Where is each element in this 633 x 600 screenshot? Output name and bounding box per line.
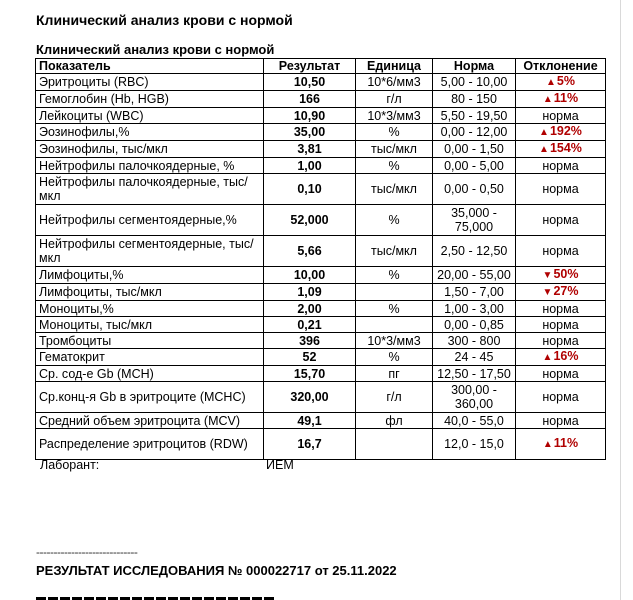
page-edge [620, 0, 621, 600]
cell-deviation [516, 236, 606, 267]
cell-deviation [516, 74, 606, 91]
cell-name: Лейкоциты (WBC) [36, 108, 264, 124]
cell-name: Эозинофилы, тыс/мкл [36, 141, 264, 158]
cell-name: Гемоглобин (Hb, HGB) [36, 91, 264, 108]
cell-deviation [516, 284, 606, 301]
cell-norm: 35,000 - 75,000 [433, 205, 516, 236]
cell-value: 10,00 [264, 267, 356, 284]
cell-deviation [516, 349, 606, 366]
document-title: Клинический анализ крови с нормой [36, 12, 293, 28]
cell-value: 320,00 [264, 382, 356, 413]
cell-name: Нейтрофилы сегментоядерные,% [36, 205, 264, 236]
cell-name: Лимфоциты, тыс/мкл [36, 284, 264, 301]
arrow-up-icon: ▲ [546, 77, 556, 88]
cell-value: 1,00 [264, 158, 356, 174]
table-row [36, 267, 606, 284]
deviation-text: 192% [549, 124, 582, 138]
table-row [36, 301, 606, 317]
cell-deviation [516, 108, 606, 124]
cell-value: 166 [264, 91, 356, 108]
cell-name: Гематокрит [36, 349, 264, 366]
cell-value: 396 [264, 333, 356, 349]
deviation-text: 5% [556, 74, 575, 88]
cell-value: 0,21 [264, 317, 356, 333]
cell-unit: 10*6/мм3 [356, 74, 433, 91]
deviation-text: норма [542, 182, 579, 196]
table-row [36, 429, 606, 460]
column-header-deviation: Отклонение [516, 59, 606, 74]
deviation-text: норма [542, 413, 579, 428]
cell-norm: 12,50 - 17,50 [433, 366, 516, 382]
cell-name: Тромбоциты [36, 333, 264, 349]
arrow-up-icon: ▲ [539, 144, 549, 155]
deviation-text: норма [542, 366, 579, 381]
cell-name: Ср. сод-е Gb (MCH) [36, 366, 264, 382]
cell-deviation [516, 141, 606, 158]
cell-deviation [516, 382, 606, 413]
cell-norm: 40,0 - 55,0 [433, 413, 516, 429]
column-header-name: Показатель [36, 59, 264, 74]
result-footer: РЕЗУЛЬТАТ ИССЛЕДОВАНИЯ № 000022717 от 25.11.2022 [36, 563, 397, 578]
cell-deviation [516, 174, 606, 205]
cell-norm: 80 - 150 [433, 91, 516, 108]
table-row [36, 158, 606, 174]
deviation-text: 11% [553, 91, 579, 105]
cell-name: Эритроциты (RBC) [36, 74, 264, 91]
cell-value: 10,50 [264, 74, 356, 91]
cell-deviation [516, 158, 606, 174]
cell-norm: 300,00 - 360,00 [433, 382, 516, 413]
cell-norm: 20,00 - 55,00 [433, 267, 516, 284]
cell-norm: 0,00 - 0,85 [433, 317, 516, 333]
results-table [35, 58, 606, 460]
cell-norm: 12,0 - 15,0 [433, 429, 516, 460]
cell-deviation [516, 429, 606, 460]
table-header-row [36, 59, 606, 74]
cell-unit: тыс/мкл [356, 141, 433, 158]
cell-unit: тыс/мкл [356, 236, 433, 267]
cell-value: 1,09 [264, 284, 356, 301]
cell-deviation [516, 267, 606, 284]
arrow-down-icon: ▼ [542, 270, 553, 281]
cell-value: 52 [264, 349, 356, 366]
cell-unit: тыс/мкл [356, 174, 433, 205]
cell-norm: 0,00 - 0,50 [433, 174, 516, 205]
column-header-value: Результат [264, 59, 356, 74]
cell-unit: 10*3/мм3 [356, 333, 433, 349]
cell-name: Моноциты, тыс/мкл [36, 317, 264, 333]
cell-unit: пг [356, 366, 433, 382]
column-header-norm: Норма [433, 59, 516, 74]
cell-norm: 300 - 800 [433, 333, 516, 349]
cell-deviation [516, 317, 606, 333]
cell-name: Нейтрофилы палочкоядерные, тыс/мкл [36, 174, 264, 205]
cell-value: 16,7 [264, 429, 356, 460]
deviation-text: норма [542, 333, 579, 348]
cell-norm: 0,00 - 12,00 [433, 124, 516, 141]
table-body [36, 74, 606, 460]
cell-deviation [516, 205, 606, 236]
deviation-text: норма [542, 213, 579, 227]
cell-norm: 5,00 - 10,00 [433, 74, 516, 91]
cell-unit: % [356, 349, 433, 366]
cell-deviation [516, 413, 606, 429]
table-title: Клинический анализ крови с нормой [36, 42, 275, 57]
cell-unit: % [356, 124, 433, 141]
deviation-text: норма [542, 301, 579, 316]
cell-unit: % [356, 205, 433, 236]
deviation-text: 154% [549, 141, 582, 155]
cell-value: 3,81 [264, 141, 356, 158]
cell-value: 5,66 [264, 236, 356, 267]
table-row [36, 349, 606, 366]
cell-name: Нейтрофилы палочкоядерные, % [36, 158, 264, 174]
column-header-unit: Единица [356, 59, 433, 74]
cell-unit: % [356, 158, 433, 174]
cell-name: Моноциты,% [36, 301, 264, 317]
cell-unit [356, 284, 433, 301]
table-row [36, 74, 606, 91]
cell-norm: 2,50 - 12,50 [433, 236, 516, 267]
table-row [36, 317, 606, 333]
table-row [36, 174, 606, 205]
deviation-text: 16% [553, 349, 579, 363]
table-row [36, 124, 606, 141]
cell-name: Распределение эритроцитов (RDW) [36, 429, 264, 460]
table-row [36, 205, 606, 236]
cell-name: Лимфоциты,% [36, 267, 264, 284]
cell-name: Нейтрофилы сегментоядерные, тыс/мкл [36, 236, 264, 267]
table-row [36, 236, 606, 267]
arrow-up-icon: ▲ [542, 352, 553, 363]
deviation-text: норма [542, 390, 579, 404]
table-row [36, 108, 606, 124]
cell-norm: 1,00 - 3,00 [433, 301, 516, 317]
cell-norm: 0,00 - 5,00 [433, 158, 516, 174]
table-row [36, 382, 606, 413]
arrow-down-icon: ▼ [542, 287, 553, 298]
cell-value: 35,00 [264, 124, 356, 141]
deviation-text: норма [542, 158, 579, 173]
cell-deviation [516, 91, 606, 108]
deviation-text: 11% [553, 436, 579, 450]
cell-value: 52,000 [264, 205, 356, 236]
table-row [36, 366, 606, 382]
cell-unit: % [356, 301, 433, 317]
cell-deviation [516, 124, 606, 141]
cell-value: 15,70 [264, 366, 356, 382]
arrow-up-icon: ▲ [539, 127, 549, 138]
cell-norm: 0,00 - 1,50 [433, 141, 516, 158]
cell-unit: фл [356, 413, 433, 429]
lab-assistant-value: ИЕМ [266, 458, 294, 472]
table-row [36, 413, 606, 429]
cell-deviation [516, 333, 606, 349]
deviation-text: норма [542, 108, 579, 123]
cell-unit: % [356, 267, 433, 284]
cell-value: 10,90 [264, 108, 356, 124]
table-row [36, 141, 606, 158]
deviation-text: 50% [553, 267, 579, 281]
arrow-up-icon: ▲ [542, 94, 553, 105]
cell-norm: 1,50 - 7,00 [433, 284, 516, 301]
cell-unit: г/л [356, 91, 433, 108]
signature-dash-line: ----------------------------- [36, 545, 138, 559]
cell-name: Средний объем эритроцита (MCV) [36, 413, 264, 429]
cell-norm: 24 - 45 [433, 349, 516, 366]
cell-name: Ср.конц-я Gb в эритроците (MCHC) [36, 382, 264, 413]
cell-value: 49,1 [264, 413, 356, 429]
table-row [36, 91, 606, 108]
arrow-up-icon: ▲ [542, 439, 553, 450]
cell-unit [356, 429, 433, 460]
deviation-text: норма [542, 244, 579, 258]
cell-value: 2,00 [264, 301, 356, 317]
table-row [36, 333, 606, 349]
table-row [36, 284, 606, 301]
deviation-text: 27% [553, 284, 579, 298]
cell-unit: 10*3/мм3 [356, 108, 433, 124]
cell-unit [356, 317, 433, 333]
cell-deviation [516, 366, 606, 382]
lab-assistant-label: Лаборант: [40, 458, 100, 472]
cell-value: 0,10 [264, 174, 356, 205]
deviation-text: норма [542, 317, 579, 332]
cut-off-text-line [36, 594, 276, 600]
cell-unit: г/л [356, 382, 433, 413]
cell-norm: 5,50 - 19,50 [433, 108, 516, 124]
cell-name: Эозинофилы,% [36, 124, 264, 141]
cell-deviation [516, 301, 606, 317]
